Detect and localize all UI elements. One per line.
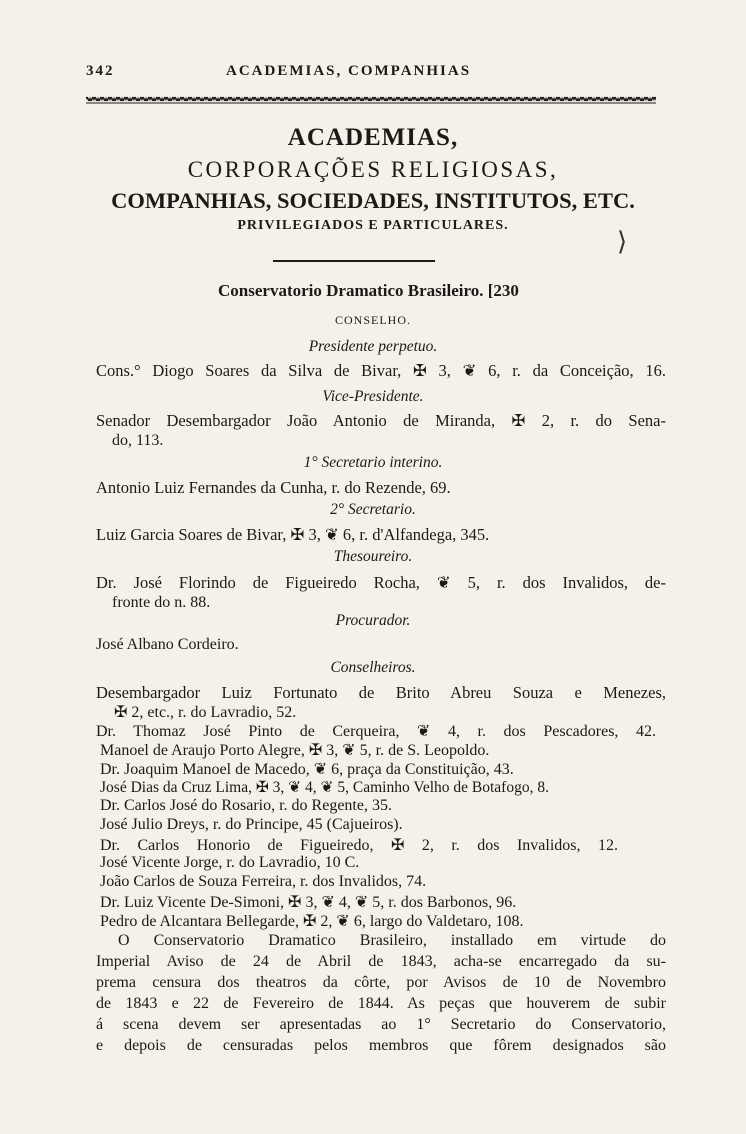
councillor-line: Desembargador Luiz Fortunato de Brito Abreu Souza e Menezes,	[96, 683, 666, 702]
entry-vice-presidente-cont: do, 113.	[112, 432, 164, 449]
councillor-line: Dr. Carlos José do Rosario, r. do Regente, 35.	[100, 797, 392, 814]
role-thesoureiro: Thesoureiro.	[333, 548, 413, 565]
title-companhias: COMPANHIAS, SOCIEDADES, INSTITUTOS, ETC.	[111, 188, 635, 213]
role-1-secretario: 1° Secretario interino.	[303, 454, 443, 471]
page-number: 342	[86, 63, 115, 79]
section-subheading: CONSELHO.	[334, 313, 411, 327]
section-title: Conservatorio Dramatico Brasileiro.	[218, 281, 484, 300]
councillor-line: ✠ 2, etc., r. do Lavradio, 52.	[114, 704, 297, 721]
paragraph-line: á scena devem ser apresentadas ao 1° Secretario do Conservatorio,	[96, 1016, 666, 1033]
councillor-line: Dr. Thomaz José Pinto de Cerqueira, ❦ 4, r. dos Pescadores, 42.	[96, 723, 656, 740]
running-title: ACADEMIAS, COMPANHIAS	[226, 63, 472, 79]
role-vice-presidente: Vice-Presidente.	[322, 388, 424, 405]
councillor-line: José Vicente Jorge, r. do Lavradio, 10 C.	[100, 854, 360, 871]
entry-procurador: José Albano Cordeiro.	[96, 636, 239, 653]
paragraph-line: Imperial Aviso de 24 de Abril de 1843, acha-se encarregado da su-	[96, 953, 666, 970]
entry-thesoureiro: Dr. José Florindo de Figueiredo Rocha, ❦ 5, r. dos Invalidos, de-	[96, 573, 666, 592]
title-academias: ACADEMIAS,	[287, 124, 459, 151]
entry-2-secretario: Luiz Garcia Soares de Bivar, ✠ 3, ❦ 6, r. d'Alfandega, 345.	[96, 525, 490, 544]
section-heading	[218, 281, 519, 301]
paragraph-line: O Conservatorio Dramatico Brasileiro, installado em virtude do	[118, 932, 666, 949]
councillor-line: Dr. Carlos Honorio de Figueiredo, ✠ 2, r. dos Invalidos, 12.	[100, 837, 618, 854]
councillor-line: José Dias da Cruz Lima, ✠ 3, ❦ 4, ❦ 5, Caminho Velho de Botafogo, 8.	[100, 779, 549, 796]
title-corporacoes: CORPORAÇÕES RELIGIOSAS,	[187, 157, 559, 182]
title-rule	[273, 260, 435, 262]
councillor-line: José Julio Dreys, r. do Principe, 45 (Cajueiros).	[100, 816, 403, 833]
role-conselheiros: Conselheiros.	[330, 659, 416, 676]
councillor-line: Manoel de Araujo Porto Alegre, ✠ 3, ❦ 5, r. de S. Leopoldo.	[100, 742, 490, 759]
paragraph-line: prema censura dos theatros da côrte, por Avisos de 10 de Novembro	[96, 974, 666, 991]
entry-1-secretario: Antonio Luiz Fernandes da Cunha, r. do Rezende, 69.	[96, 478, 451, 497]
councillor-line: João Carlos de Souza Ferreira, r. dos Invalidos, 74.	[100, 873, 427, 890]
role-presidente: Presidente perpetuo.	[308, 338, 438, 355]
role-2-secretario: 2° Secretario.	[330, 501, 416, 518]
entry-vice-presidente: Senador Desembargador João Antonio de Miranda, ✠ 2, r. do Sena-	[96, 411, 666, 430]
councillor-line: Dr. Luiz Vicente De-Simoni, ✠ 3, ❦ 4, ❦ 5, r. dos Barbonos, 96.	[100, 894, 517, 911]
paragraph-line: e depois de censuradas pelos membros que fôrem designados são	[96, 1037, 666, 1054]
role-procurador: Procurador.	[335, 612, 411, 629]
entry-presidente: Cons.° Diogo Soares da Silva de Bivar, ✠ 3, ❦ 6, r. da Conceição, 16.	[96, 361, 666, 380]
paragraph-line: de 1843 e 22 de Fevereiro de 1844. As peças que houverem de subir	[96, 995, 666, 1012]
margin-chevron-mark: ⟩	[617, 227, 628, 257]
councillor-line: Pedro de Alcantara Bellegarde, ✠ 2, ❦ 6, largo do Valdetaro, 108.	[100, 913, 524, 930]
section-ref: [230	[487, 281, 519, 300]
title-privilegiados: PRIVILEGIADOS E PARTICULARES.	[237, 218, 509, 233]
entry-thesoureiro-cont: fronte do n. 88.	[112, 594, 211, 611]
councillor-line: Dr. Joaquim Manoel de Macedo, ❦ 6, praça da Constituição, 43.	[100, 761, 514, 778]
header-ornament-rule	[86, 96, 656, 104]
